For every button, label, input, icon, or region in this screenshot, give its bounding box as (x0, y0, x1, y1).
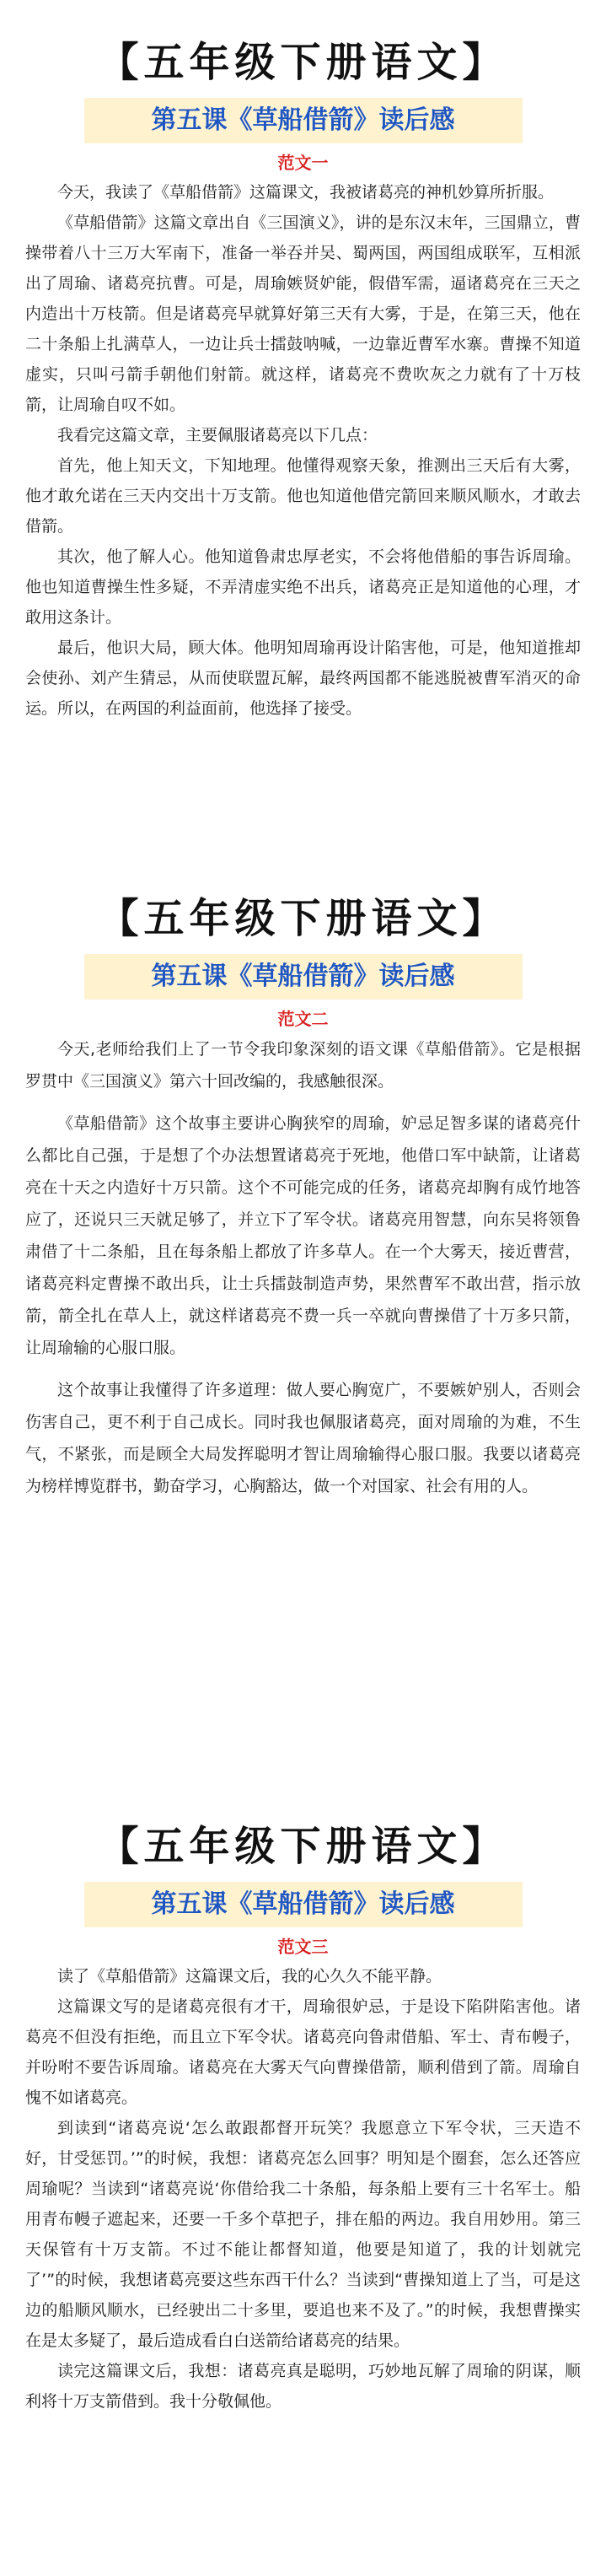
lesson-subtitle-banner: 第五课《草船借箭》读后感 (84, 98, 523, 143)
essay-section-3 (0, 1818, 606, 2417)
essay-label: 范文一 (277, 153, 329, 173)
essay-section-1 (0, 34, 606, 724)
section-title: 【五年级下册语文】 (98, 895, 508, 942)
section-title: 【五年级下册语文】 (98, 1823, 508, 1870)
essay-body (0, 1032, 606, 1502)
essay-paragraph: 最后，他识大局，顾大体。他明知周瑜再设计陷害他，可是，他知道推却会使孙、刘产生猜忌，从而使联盟瓦解，最终两国都不能逃脱被曹军消灭的命运。所以，在两国的利益面前，他选择了接受。 (25, 639, 581, 718)
essay-paragraph: 到读到“诸葛亮说‘怎么敢跟都督开玩笑？我愿意立下军令状，三天造不好，甘受惩罚。’”的时候，我想：诸葛亮怎么回事？明知是个圈套，怎么还答应周瑜呢？当读到“诸葛亮说‘你借给我二十条船，每条船上要有三十名军士。船用青布幔子遮起来，还要一千多个草把子，排在船的两边。我自用妙用。第三天保管有十万支箭。不过不能让都督知道，他要是知道了，我的计划就完了’”的时候，我想诸葛亮要这些东西干什么？当读到“曹操知道上了当，可是这边的船顺风顺水，已经驶出二十多里，要追也来不及了。”的时候，我想曹操实在是太多疑了，最后造成看白白送箭给诸葛亮的结果。 (25, 2119, 581, 2350)
essay-label: 范文三 (277, 1937, 329, 1957)
essay-paragraph: 其次，他了解人心。他知道鲁肃忠厚老实，不会将他借船的事告诉周瑜。他也知道曹操生性多疑，不弄清虚实绝不出兵，诸葛亮正是知道他的心理，才敢用这条计。 (25, 547, 581, 627)
essay-body (0, 175, 606, 724)
essay-paragraph: 《草船借箭》这个故事主要讲心胸狭窄的周瑜，妒忌足智多谋的诸葛亮什么都比自己强，于是想了个办法想置诸葛亮于死地，他借口军中缺箭，让诸葛亮在十天之内造好十万只箭。这个不可能完成的任务，诸葛亮却胸有成竹地答应了，还说只三天就足够了，并立下了军令状。诸葛亮用智慧，向东吴将领鲁肃借了十二条船，且在每条船上都放了许多草人。在一个大雾天，接近曹营，诸葛亮料定曹操不敢出兵，让士兵擂鼓制造声势，果然曹军不敢出营，指示放箭，箭全扎在草人上，就这样诸葛亮不费一兵一卒就向曹操借了十万多只箭，让周瑜输的心服口服。 (25, 1114, 581, 1357)
essay-section-2 (0, 890, 606, 1502)
essay-paragraph: 今天,老师给我们上了一节令我印象深刻的语文课《草船借箭》。它是根据罗贯中《三国演义》第六十回改编的，我感触很深。 (25, 1040, 581, 1091)
essay-paragraph: 我看完这篇文章，主要佩服诸葛亮以下几点： (57, 426, 378, 445)
essay-paragraph: 首先，他上知天文，下知地理。他懂得观察天象，推测出三天后有大雾，他才敢允诺在三天内交出十万支箭。他也知道他借完箭回来顺风顺水，才敢去借箭。 (25, 456, 581, 536)
essay-paragraph: 《草船借箭》这篇文章出自《三国演义》，讲的是东汉末年，三国鼎立，曹操带着八十三万大军南下，准备一举吞并吴、蜀两国，两国组成联军，互相派出了周瑜、诸葛亮抗曹。可是，周瑜嫉贤妒能，假借军需，逼诸葛亮在三天之内造出十万枝箭。但是诸葛亮早就算好第三天有大雾，于是，在第三天，他在二十条船上扎满草人，一边让兵士擂鼓呐喊，一边靠近曹军水寨。曹操不知道虚实，只叫弓箭手朝他们射箭。就这样，诸葛亮不费吹灰之力就有了十万枝箭，让周瑜自叹不如。 (25, 213, 581, 414)
essay-body (0, 1959, 606, 2417)
essay-label: 范文二 (277, 1009, 329, 1029)
essay-paragraph: 读完这篇课文后，我想：诸葛亮真是聪明，巧妙地瓦解了周瑜的阴谋，顺利将十万支箭借到。我十分敬佩他。 (25, 2362, 581, 2411)
essay-paragraph: 读了《草船借箭》这篇课文后，我的心久久不能平静。 (57, 1967, 442, 1986)
essay-paragraph: 今天，我读了《草船借箭》这篇课文，我被诸葛亮的神机妙算所折服。 (57, 183, 555, 202)
lesson-subtitle-banner: 第五课《草船借箭》读后感 (84, 1882, 523, 1927)
essay-paragraph: 这个故事让我懂得了许多道理：做人要心胸宽广，不要嫉妒别人，否则会伤害自己，更不利于自己成长。同时我也佩服诸葛亮，面对周瑜的为难，不生气，不紧张，而是顾全大局发挥聪明才智让周瑜输得心服口服。我要以诸葛亮为榜样博览群书，勤奋学习，心胸豁达，做一个对国家、社会有用的人。 (25, 1381, 581, 1495)
essay-paragraph: 这篇课文写的是诸葛亮很有才干，周瑜很妒忌，于是设下陷阱陷害他。诸葛亮不但没有拒绝，而且立下军令状。诸葛亮向鲁肃借船、军士、青布幔子，并吩咐不要告诉周瑜。诸葛亮在大雾天气向曹操借箭，顺利借到了箭。周瑜自愧不如诸葛亮。 (25, 1997, 581, 2107)
section-title: 【五年级下册语文】 (98, 39, 508, 86)
lesson-subtitle-banner: 第五课《草船借箭》读后感 (84, 954, 523, 1000)
